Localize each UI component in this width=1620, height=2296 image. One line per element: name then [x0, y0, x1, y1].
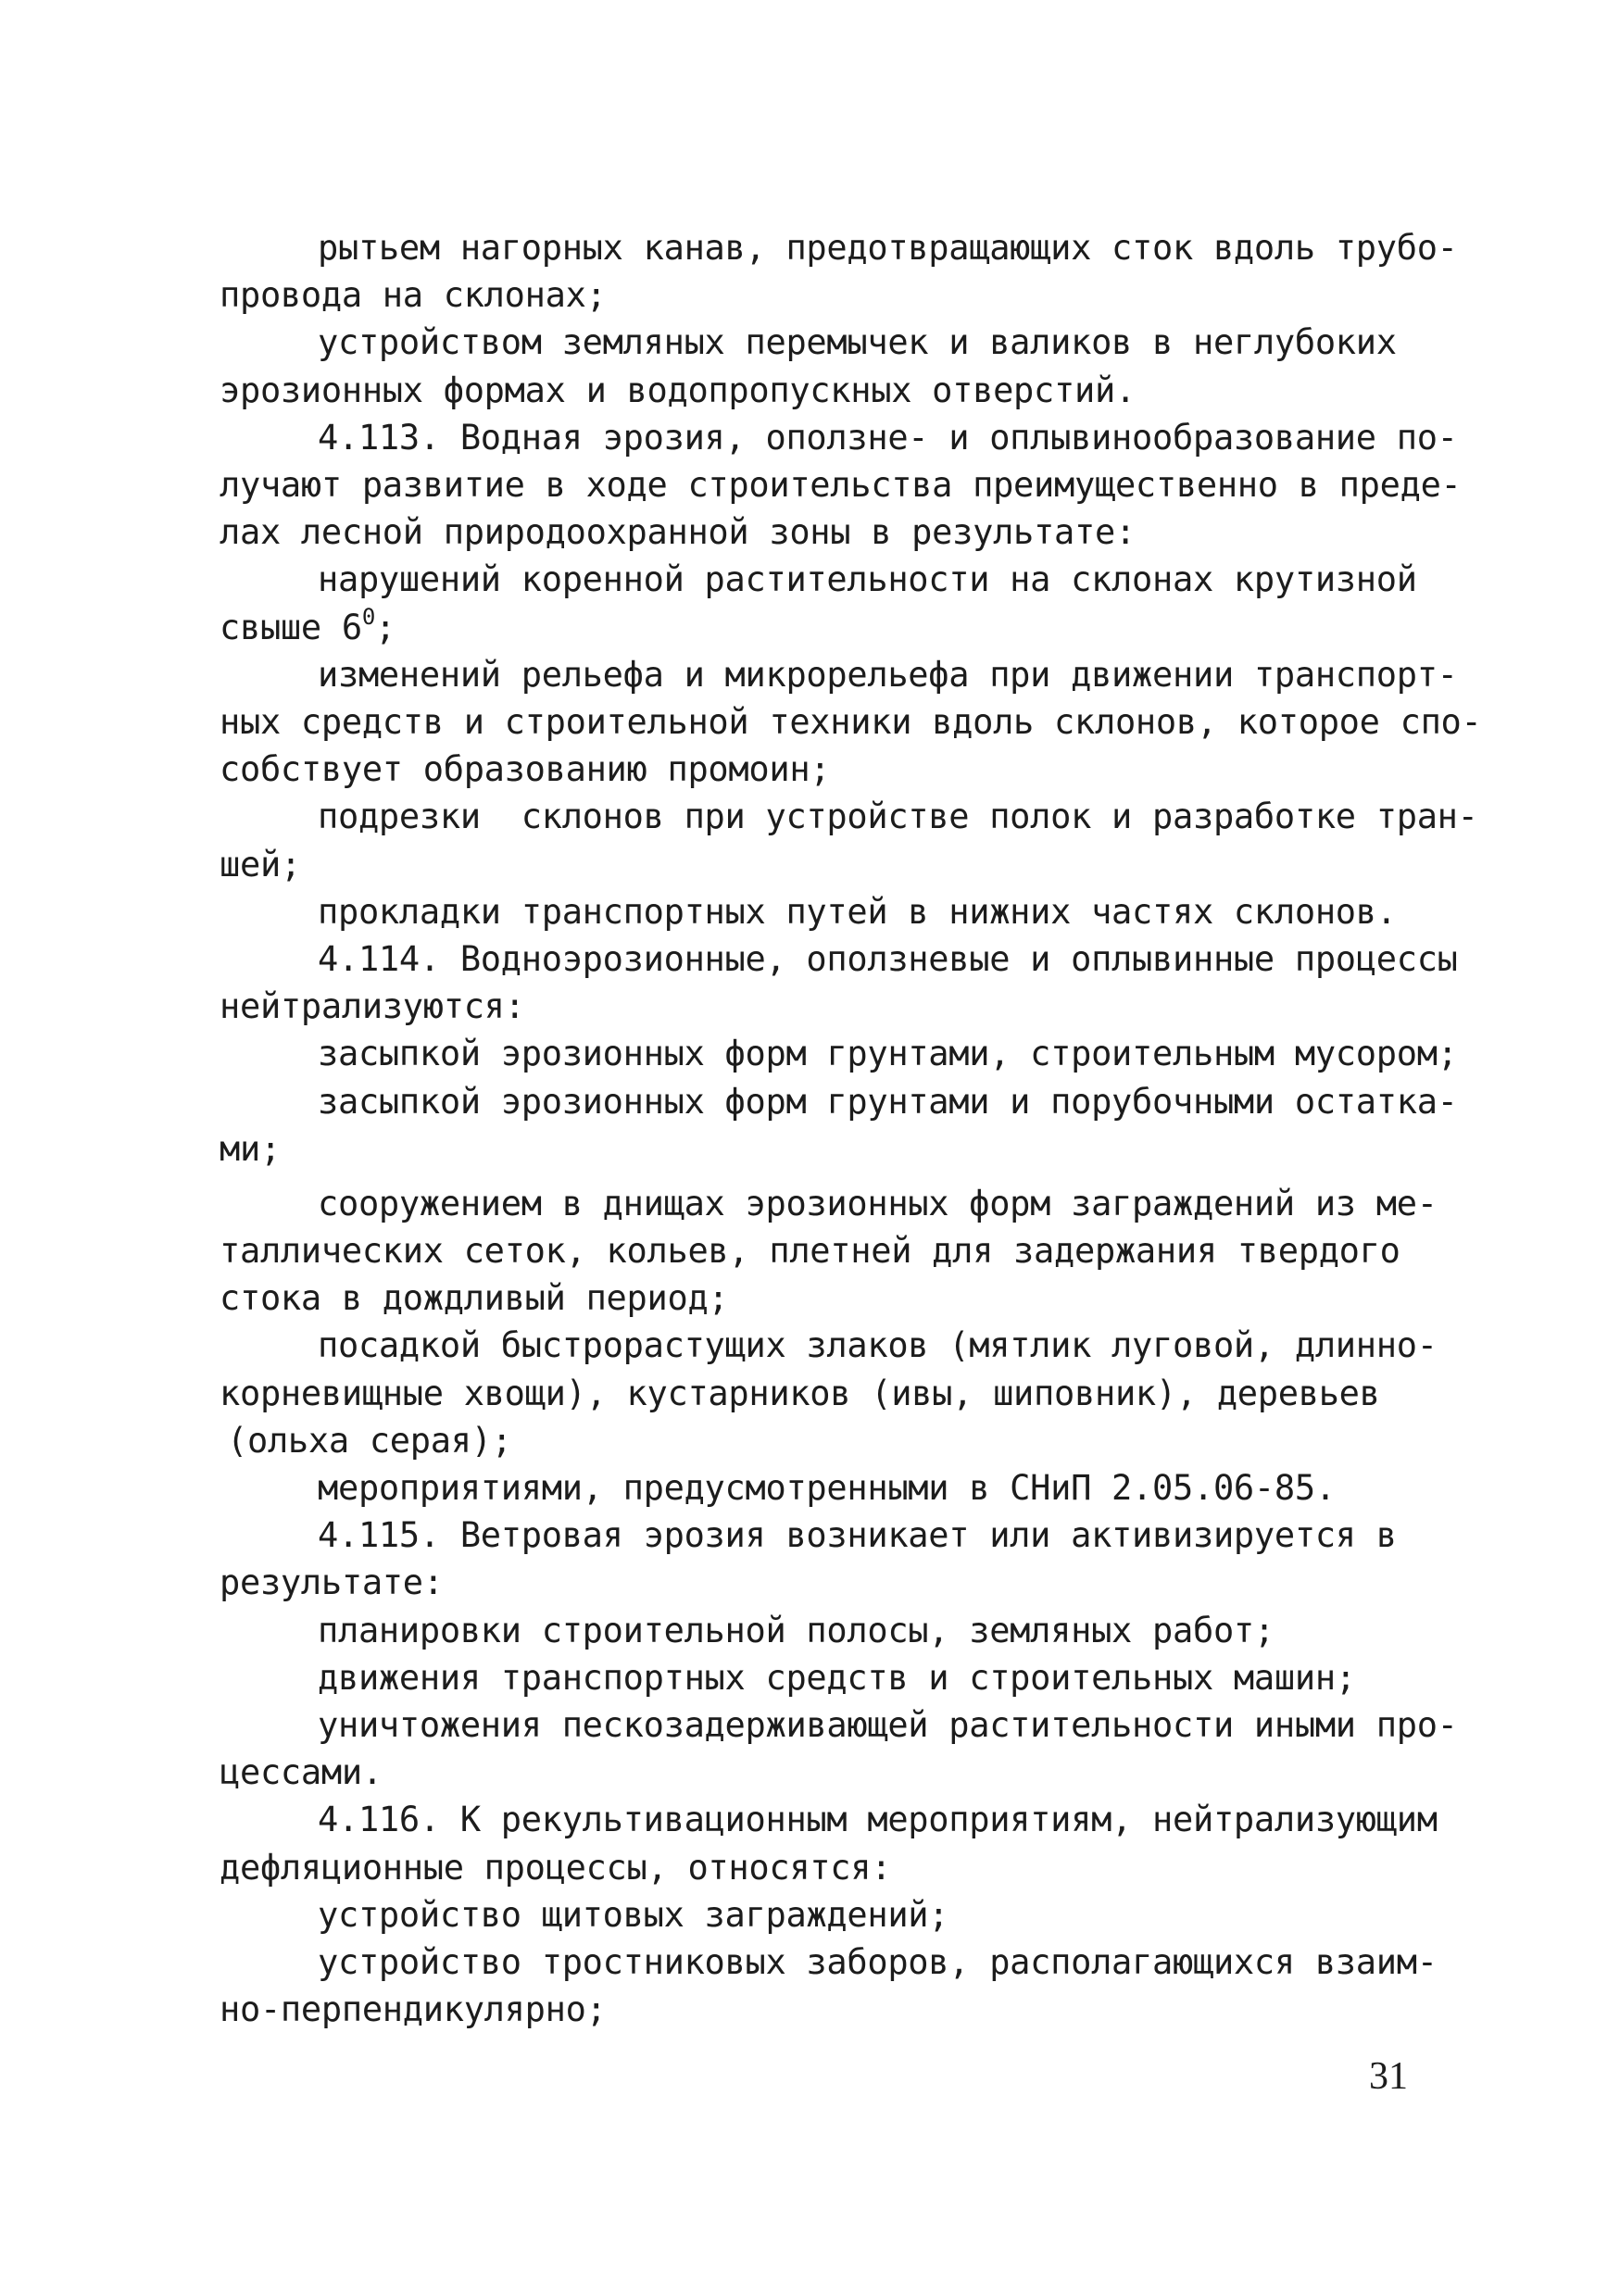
- text-line: (ольха серая);: [227, 1421, 512, 1461]
- text-line: посадкой быстрорастущих злаков (мятлик луговой, длинно-: [318, 1325, 1438, 1365]
- text-line-main: свыше 6: [220, 608, 362, 647]
- text-line: но-перпендикулярно;: [220, 1989, 607, 2029]
- text-line: устройство тростниковых заборов, располагающихся взаим-: [318, 1942, 1438, 1982]
- degree-superscript: 0: [361, 604, 375, 630]
- text-line: ми;: [220, 1129, 281, 1169]
- text-line: ных средств и строительной техники вдоль склонов, которое спо-: [220, 702, 1482, 742]
- text-line: шей;: [220, 845, 301, 885]
- text-line: прокладки транспортных путей в нижних частях склонов.: [318, 892, 1397, 932]
- text-line: планировки строительной полосы, земляных работ;: [318, 1611, 1275, 1650]
- text-line: таллических сеток, кольев, плетней для задержания твердого: [220, 1231, 1400, 1271]
- text-line: корневищные хвощи), кустарников (ивы, шиповник), деревьев: [220, 1374, 1380, 1413]
- text-line: устройство щитовых заграждений;: [318, 1895, 949, 1935]
- text-line: засыпкой эрозионных форм грунтами и порубочными остатка-: [318, 1082, 1458, 1122]
- text-line: собствует образованию промоин;: [220, 749, 831, 789]
- text-line: нейтрализуются:: [220, 986, 525, 1026]
- text-line: провода на склонах;: [220, 275, 607, 315]
- text-line: движения транспортных средств и строительных машин;: [318, 1658, 1356, 1698]
- text-line-tail: ;: [375, 608, 396, 647]
- section-4-113: 4.113. Водная эрозия, оползне- и оплывинообразование по-: [318, 418, 1458, 458]
- text-line: результате:: [220, 1562, 444, 1602]
- text-line: сооружением в днищах эрозионных форм заграждений из ме-: [318, 1184, 1438, 1223]
- text-line: цессами.: [220, 1752, 383, 1792]
- text-line: нарушений коренной растительности на склонах крутизной: [318, 559, 1417, 599]
- text-line: стока в дождливый период;: [220, 1278, 729, 1318]
- text-line: лах лесной природоохранной зоны в результате:: [220, 512, 1136, 552]
- text-line: эрозионных формах и водопропускных отверстий.: [220, 370, 1136, 410]
- text-line-with-superscript: [220, 604, 396, 648]
- text-line: засыпкой эрозионных форм грунтами, строительным мусором;: [318, 1034, 1458, 1073]
- section-4-114: 4.114. Водноэрозионные, оползневые и оплывинные процессы: [318, 939, 1458, 979]
- text-line: мероприятиями, предусмотренными в СНиП 2.05.06-85.: [318, 1468, 1336, 1508]
- section-4-115: 4.115. Ветровая эрозия возникает или активизируется в: [318, 1515, 1397, 1555]
- text-line: рытьем нагорных канав, предотвращающих сток вдоль трубо-: [318, 228, 1458, 268]
- text-line: изменений рельефа и микрорельефа при движении транспорт-: [318, 655, 1458, 695]
- section-4-116: 4.116. К рекультивационным мероприятиям, нейтрализующим: [318, 1800, 1438, 1839]
- text-line: уничтожения пескозадерживающей растительности иными про-: [318, 1705, 1458, 1745]
- text-line: лучают развитие в ходе строительства преимущественно в преде-: [220, 465, 1462, 505]
- text-line: подрезки склонов при устройстве полок и разработке тран-: [318, 797, 1478, 836]
- text-line: устройством земляных перемычек и валиков в неглубоких: [318, 322, 1397, 362]
- text-line: дефляционные процессы, относятся:: [220, 1848, 892, 1888]
- page-number: 31: [1369, 2055, 1408, 2098]
